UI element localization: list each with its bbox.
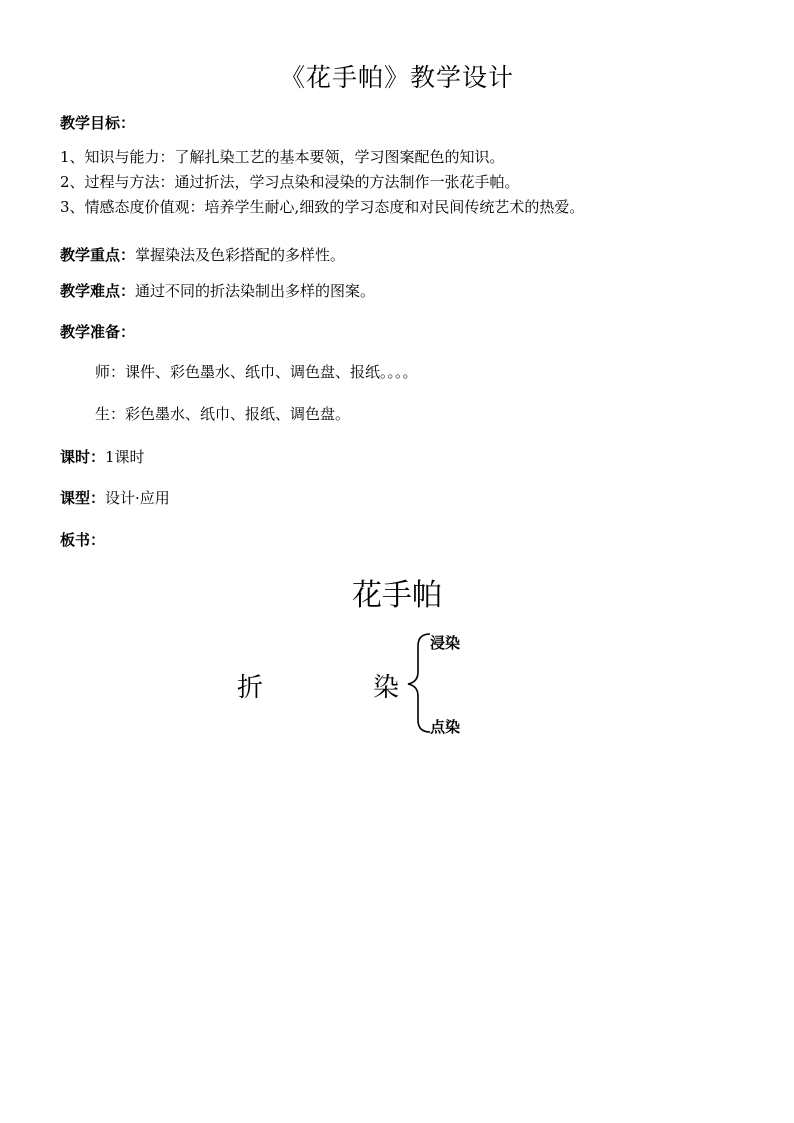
duration-label: 课时： (60, 448, 106, 466)
board-fold: 折 (237, 673, 264, 703)
objective-item-1: 1、知识与能力：了解扎染工艺的基本要领，学习图案配色的知识。 (60, 148, 505, 166)
duration-text: 1课时 (105, 448, 145, 466)
duration-line (60, 446, 145, 467)
key-point-line (60, 244, 345, 265)
lesson-type-label: 课型： (60, 489, 106, 507)
key-point-label: 教学重点： (60, 246, 136, 264)
objective-item-2: 2、过程与方法：通过折法，学习点染和浸染的方法制作一张花手帕。 (60, 173, 520, 191)
difficulty-label: 教学难点： (60, 282, 136, 300)
difficulty-line (60, 280, 375, 301)
lesson-type-text: 设计·应用 (105, 489, 170, 507)
preparation-teacher: 师：课件、彩色墨水、纸巾、调色盘、报纸。。。。 (95, 363, 418, 381)
objective-item-3: 3、情感态度价值观：培养学生耐心,细致的学习态度和对民间传统艺术的热爱。 (60, 198, 585, 216)
difficulty-text: 通过不同的折法染制出多样的图案。 (135, 282, 376, 300)
board-heading: 板书： (60, 531, 106, 549)
preparation-heading: 教学准备： (60, 323, 136, 341)
key-point-text: 掌握染法及色彩搭配的多样性。 (135, 246, 346, 264)
board-branch-bottom: 点染 (430, 718, 461, 736)
objectives-heading: 教学目标： (60, 114, 136, 132)
board-title: 花手帕 (352, 578, 442, 613)
preparation-student: 生：彩色墨水、纸巾、报纸、调色盘。 (95, 405, 351, 423)
document-title: 《花手帕》教学设计 (279, 63, 514, 92)
lesson-type-line (60, 487, 170, 508)
board-dye: 染 (373, 673, 400, 703)
board-branch-top: 浸染 (430, 634, 461, 652)
